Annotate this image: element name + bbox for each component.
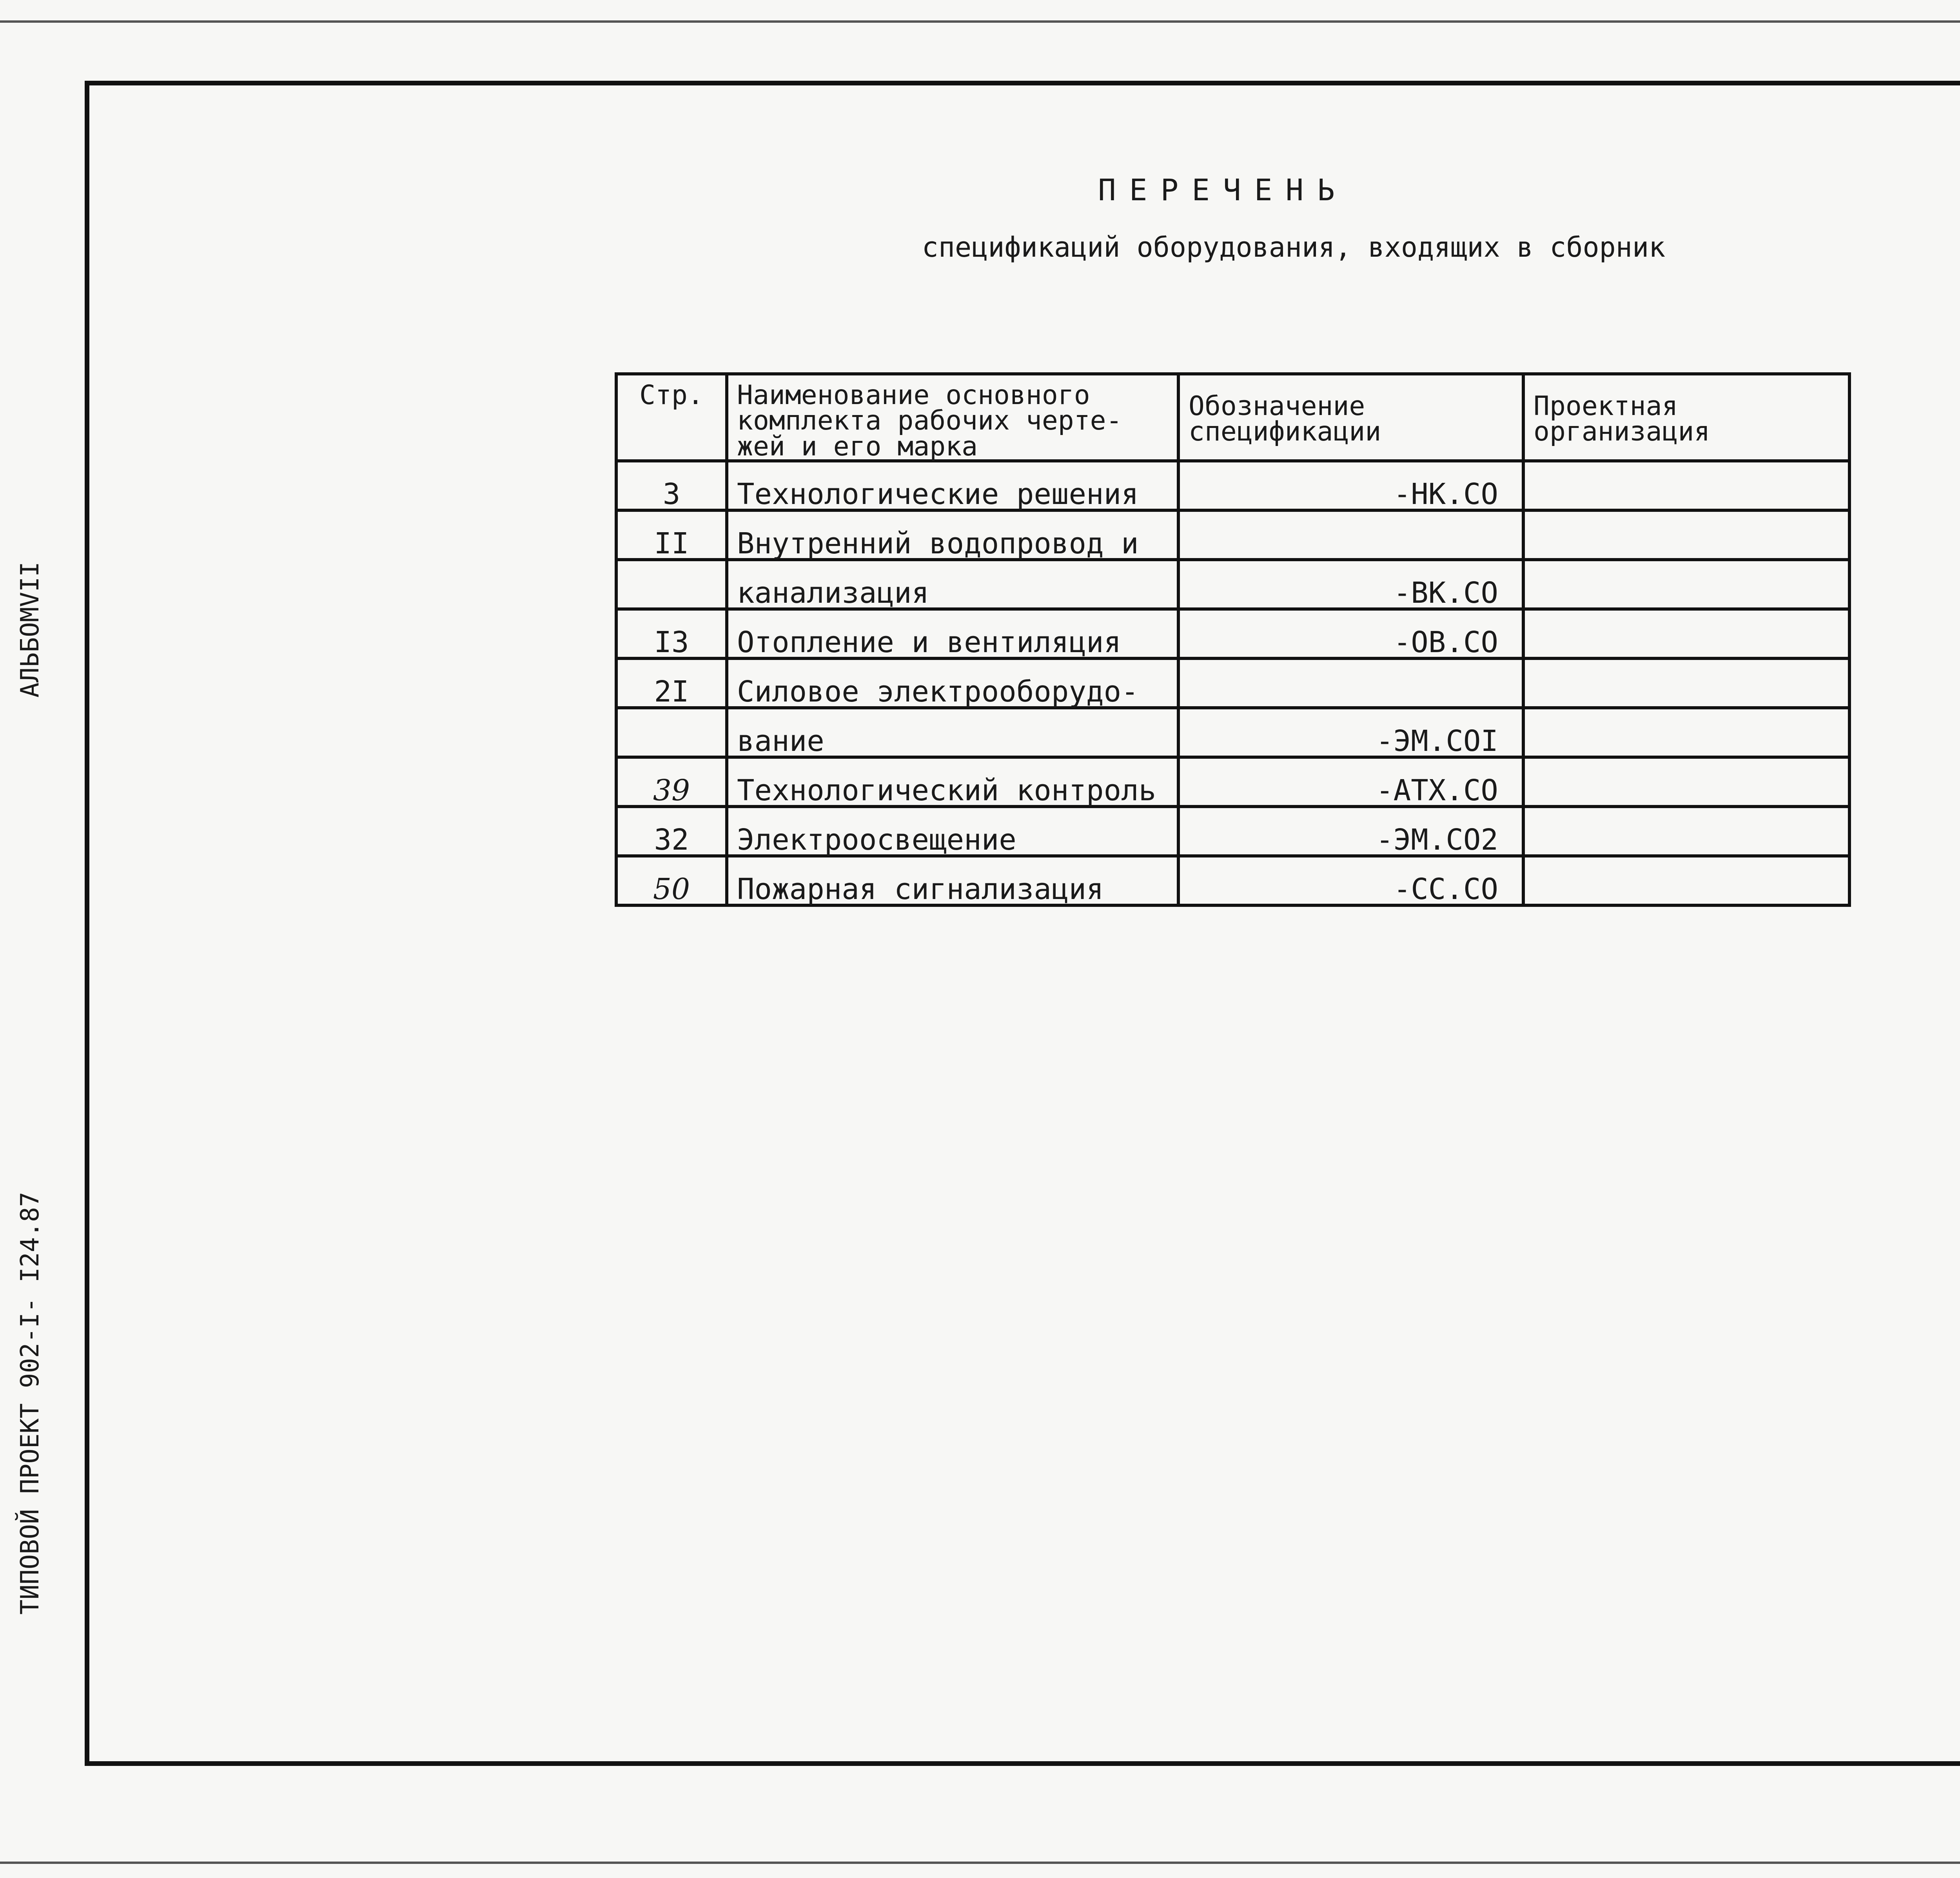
row-page: 3 xyxy=(616,461,727,510)
document-title: ПЕРЕЧЕНЬ xyxy=(1098,172,1348,207)
row-name: Силовое электрооборудо- xyxy=(727,658,1178,708)
row-name: Пожарная сигнализация xyxy=(727,856,1178,905)
header-code: Обозначение спецификации xyxy=(1178,374,1523,461)
row-org xyxy=(1523,807,1849,856)
row-org xyxy=(1523,757,1849,807)
row-page: 2I xyxy=(616,658,727,708)
table-row xyxy=(616,708,1849,757)
row-code xyxy=(1178,658,1523,708)
table-row xyxy=(616,560,1849,609)
row-name: Технологический контроль xyxy=(727,757,1178,807)
row-org xyxy=(1523,461,1849,510)
row-page: I3 xyxy=(616,609,727,658)
specification-table xyxy=(615,372,1851,907)
row-org xyxy=(1523,658,1849,708)
row-code: -ОВ.СО xyxy=(1178,609,1523,658)
row-code: -НК.СО xyxy=(1178,461,1523,510)
row-code: -ЭМ.СОI xyxy=(1178,708,1523,757)
row-name: Технологические решения xyxy=(727,461,1178,510)
row-code: -АТХ.СО xyxy=(1178,757,1523,807)
table-row xyxy=(616,609,1849,658)
table-row xyxy=(616,461,1849,510)
row-name: Отопление и вентиляция xyxy=(727,609,1178,658)
table-row xyxy=(616,510,1849,560)
row-name: вание xyxy=(727,708,1178,757)
row-org xyxy=(1523,510,1849,560)
table-row xyxy=(616,658,1849,708)
row-name: Внутренний водопровод и xyxy=(727,510,1178,560)
drawing-frame xyxy=(85,81,1960,1766)
table-row xyxy=(616,807,1849,856)
row-code xyxy=(1178,510,1523,560)
album-label: АЛЬБОМVII xyxy=(16,562,45,698)
row-page: II xyxy=(616,510,727,560)
table-header-row xyxy=(616,374,1849,461)
header-name: Наименование основного комплекта рабочих черте- жей и его марка xyxy=(727,374,1178,461)
row-code: -ЭМ.СО2 xyxy=(1178,807,1523,856)
row-page xyxy=(616,708,727,757)
header-page: Стр. xyxy=(616,374,727,461)
table-row xyxy=(616,856,1849,905)
table-row xyxy=(616,757,1849,807)
row-code: -ВК.СО xyxy=(1178,560,1523,609)
row-name: канализация xyxy=(727,560,1178,609)
row-code: -СС.СО xyxy=(1178,856,1523,905)
row-page xyxy=(616,560,727,609)
row-page: 39 xyxy=(616,757,727,807)
row-org xyxy=(1523,560,1849,609)
row-org xyxy=(1523,609,1849,658)
row-name: Электроосвещение xyxy=(727,807,1178,856)
row-org xyxy=(1523,856,1849,905)
row-org xyxy=(1523,708,1849,757)
header-org: Проектная организация xyxy=(1523,374,1849,461)
row-page: 32 xyxy=(616,807,727,856)
project-label: ТИПОВОЙ ПРОЕКТ 902-I- I24.87 xyxy=(16,1192,45,1615)
document-subtitle: спецификаций оборудования, входящих в сборник xyxy=(922,231,1666,263)
row-page: 50 xyxy=(616,856,727,905)
